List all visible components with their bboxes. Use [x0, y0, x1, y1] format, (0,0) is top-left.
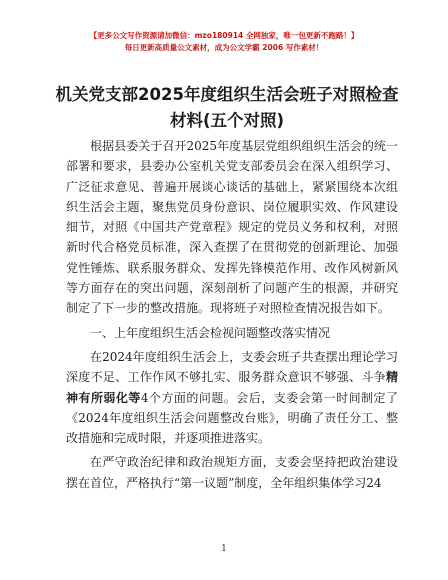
page-number: 1 — [221, 544, 227, 554]
discipline-paragraph: 在严守政治纪律和政治规矩方面，支委会坚持把政治建设摆在首位，严格执行“第一议题”制度，全年组织集体学习24 — [66, 455, 398, 490]
intro-paragraph: 根据县委关于召开2025年度基层党组织组织生活会的统一部署和要求，县委办公室机关党支部委员会在深入组织学习、广泛征求意见、普遍开展谈心谈话的基础上，紧紧围绕本次组织生活会主题，聚焦党员身份意识、岗位履职实效、作风建设细节，对照《中国共产党章程》规定的党员义务和权利，对照新时代合格党员标准，深入查摆了在贯彻党的创新理论、加强党性锤炼、联系服务群众、发挥先锋模范作用、改作风树新风等方面存在的突出问题，深刻剖析了问题产生的根源，并研究制定了下一步的整改措施。现将班子对照检查情况报告如下。 — [66, 139, 398, 316]
document-body — [66, 136, 398, 493]
promo-banner-sub: 每日更新高质量公文素材，成为公文学霸 2006 写作素材！ — [124, 43, 324, 52]
review-text-part1: 在2024年度组织生活会上，支委会班子共查摆出理论学习深度不足、工作作风不够扎实、服务群众意识不够强、斗争 — [66, 349, 398, 385]
document-title: 机关党支部2025年度组织生活会班子对照检查材料(五个对照) — [55, 85, 399, 130]
promo-banner-top: 【更多公文写作资源请加微信：mzo180914 全网独家，唯一包更新不跑路！】 — [89, 31, 359, 40]
review-text-bold: 精神有所弱化等 — [66, 370, 398, 405]
section-heading: 一、上年度组织生活会检视问题整改落实情况 — [90, 325, 331, 340]
review-text-part2: 4个方面的问题。会后，支委会第一时间制定了《2024年度组织生活会问题整改台账》，明确了责任分工、整改措施和完成时限，并逐项推进落实。 — [66, 390, 398, 446]
review-paragraph — [66, 347, 398, 448]
